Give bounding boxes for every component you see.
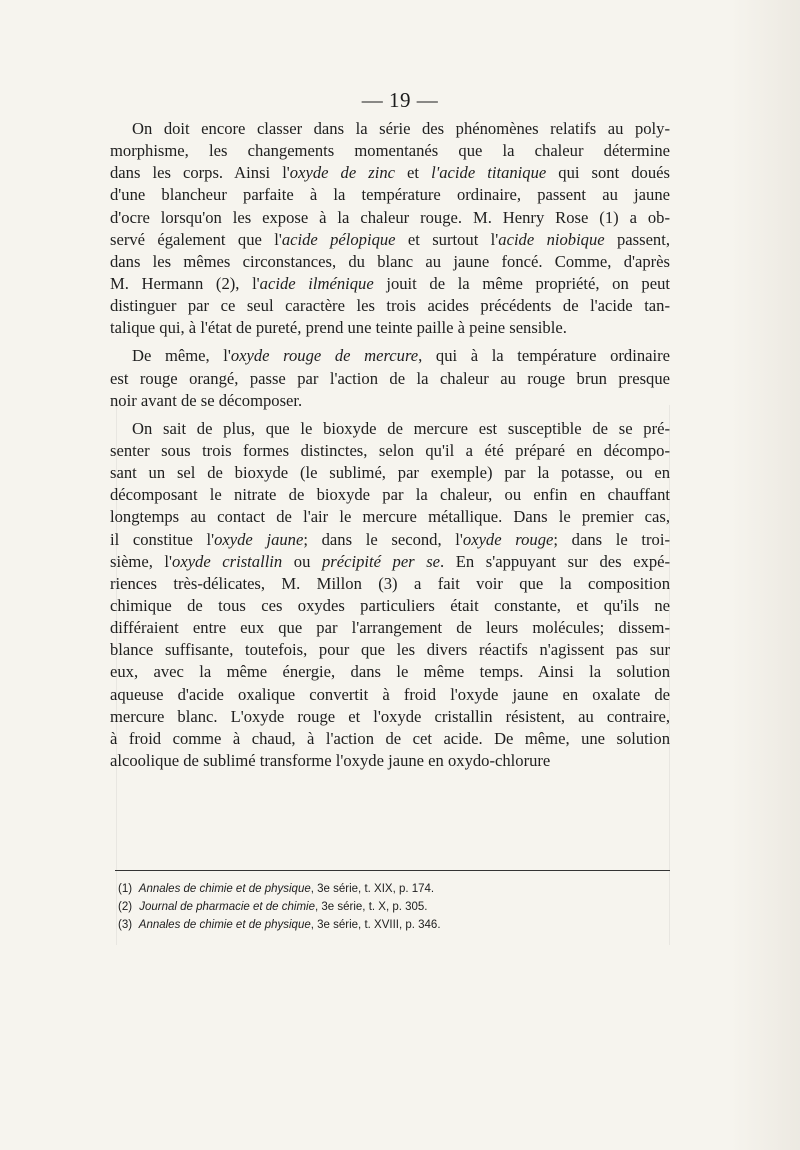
text-line (110, 750, 670, 772)
text-run: différaient entre eux que par l'arrangement de leurs molécules; dissem- (110, 618, 670, 638)
text-run: . En s'appuyant sur des expé- (440, 551, 670, 571)
footnote-journal-title: Journal de pharmacie et de chimie (136, 901, 315, 913)
footnote-citation: , 3e série, t. X, p. 305. (315, 901, 428, 913)
footnotes (118, 880, 678, 934)
text-line (110, 162, 670, 184)
text-line (110, 639, 670, 661)
page-edge-shadow (730, 0, 800, 1150)
footnote (118, 898, 678, 916)
text-run: qui sont doués (546, 163, 670, 183)
italic-term: acide pélopique (281, 229, 396, 249)
footnote (118, 916, 678, 934)
page-number: — 19 — (361, 88, 439, 112)
text-run: aqueuse d'acide oxalique convertit à froid l'oxyde jaune en oxalate de (110, 684, 670, 704)
text-line (110, 684, 670, 706)
footnote (118, 880, 678, 898)
text-run: sième, l' (110, 551, 173, 571)
text-line (110, 529, 670, 551)
text-run: d'une blancheur parfaite à la température ordinaire, passent au jaune (110, 185, 670, 205)
italic-term: acide ilménique (259, 273, 374, 293)
text-line (110, 418, 670, 440)
text-run: ; dans le troi- (553, 529, 670, 549)
italic-term: l'acide titanique (431, 163, 547, 183)
text-run: On sait de plus, que le bioxyde de mercure est susceptible de se pré- (132, 418, 670, 438)
text-run: On doit encore classer dans la série des phénomènes relatifs au poly- (132, 119, 670, 138)
text-run: passent, (604, 229, 670, 249)
text-run: servé également que l' (110, 229, 282, 249)
footnote-number: (2) (118, 901, 133, 913)
text-line (110, 229, 670, 251)
text-line (110, 506, 670, 528)
italic-term: oxyde de zinc (289, 163, 395, 183)
footnote-number: (3) (118, 919, 133, 931)
footnote-citation: , 3e série, t. XVIII, p. 346. (310, 919, 441, 931)
footnote-journal-title: Annales de chimie et de physique (136, 883, 311, 895)
text-line (110, 617, 670, 639)
text-run: chimique de tous ces oxydes particuliers était constante, et qu'ils ne (110, 595, 670, 615)
text-run: alcoolique de sublimé transforme l'oxyde jaune en oxydo-chlorure (110, 750, 551, 770)
text-line (110, 345, 670, 367)
text-run: longtemps au contact de l'air le mercure métallique. Dans le premier cas, (110, 507, 670, 527)
text-run: sant un sel de bioxyde (le sublimé, par exemple) par la potasse, ou en (110, 463, 670, 483)
text-line (110, 484, 670, 506)
text-line (110, 140, 670, 162)
text-run: et surtout l' (395, 229, 499, 249)
text-run: riences très-délicates, M. Millon (3) a fait voir que la composition (110, 573, 670, 593)
text-line (110, 728, 670, 750)
text-line (110, 440, 670, 462)
text-run: talique qui, à l'état de pureté, prend une teinte paille à peine sensible. (110, 318, 567, 338)
text-run: jouit de la même propriété, on peut (373, 273, 670, 293)
text-line (110, 273, 670, 295)
text-run: dans les corps. Ainsi l' (110, 163, 290, 183)
text-run: blance suffisante, toutefois, pour que les divers réactifs n'agissent pas sur (110, 640, 670, 660)
text-run: noir avant de se décomposer. (110, 390, 303, 410)
text-run: à froid comme à chaud, à l'action de cet acide. De même, une solution (110, 728, 670, 748)
text-run: ou (282, 551, 322, 571)
italic-term: oxyde rouge de mercure (230, 346, 419, 366)
body-text (110, 118, 670, 772)
text-line (110, 207, 670, 229)
text-run: et (395, 163, 432, 183)
text-line (110, 251, 670, 273)
italic-term: acide niobique (498, 229, 605, 249)
text-line (110, 390, 670, 412)
text-line (110, 595, 670, 617)
text-run: De même, l' (132, 346, 231, 366)
text-run: dans les mêmes circonstances, du blanc au jaune foncé. Comme, d'après (110, 251, 670, 271)
text-run: morphisme, les changements momentanés que la chaleur détermine (110, 141, 670, 161)
text-line (110, 551, 670, 573)
text-run: d'ocre lorsqu'on les expose à la chaleur rouge. M. Henry Rose (1) a ob- (110, 207, 670, 227)
text-run: M. Hermann (2), l' (110, 273, 260, 293)
text-line (110, 118, 670, 140)
footnote-journal-title: Annales de chimie et de physique (136, 919, 311, 931)
text-line (110, 706, 670, 728)
italic-term: oxyde cristallin (172, 551, 283, 571)
text-run: eux, avec la même énergie, dans le même temps. Ainsi la solution (110, 662, 670, 682)
text-run: , qui à la température ordinaire (418, 346, 670, 366)
text-line (110, 317, 670, 339)
text-run: senter sous trois formes distinctes, selon qu'il a été préparé en décompo- (110, 440, 670, 460)
footnote-citation: , 3e série, t. XIX, p. 174. (310, 883, 435, 895)
text-run: mercure blanc. L'oxyde rouge et l'oxyde cristallin résistent, au contraire, (110, 706, 670, 726)
footnote-rule (115, 870, 670, 871)
text-run: il constitue l' (110, 529, 215, 549)
italic-term: oxyde jaune (214, 529, 304, 549)
text-line (110, 462, 670, 484)
text-run: ; dans le second, l' (303, 529, 463, 549)
text-line (110, 368, 670, 390)
text-run: décomposant le nitrate de bioxyde par la chaleur, ou enfin en chauffant (110, 485, 670, 505)
footnote-number: (1) (118, 883, 133, 895)
text-run: est rouge orangé, passe par l'action de la chaleur au rouge brun presque (110, 368, 670, 388)
italic-term: précipité per se (321, 551, 441, 571)
italic-term: oxyde rouge (462, 529, 554, 549)
text-line (110, 661, 670, 683)
text-line (110, 573, 670, 595)
text-line (110, 295, 670, 317)
text-run: distinguer par ce seul caractère les trois acides précédents de l'acide tan- (110, 296, 670, 316)
text-line (110, 184, 670, 206)
